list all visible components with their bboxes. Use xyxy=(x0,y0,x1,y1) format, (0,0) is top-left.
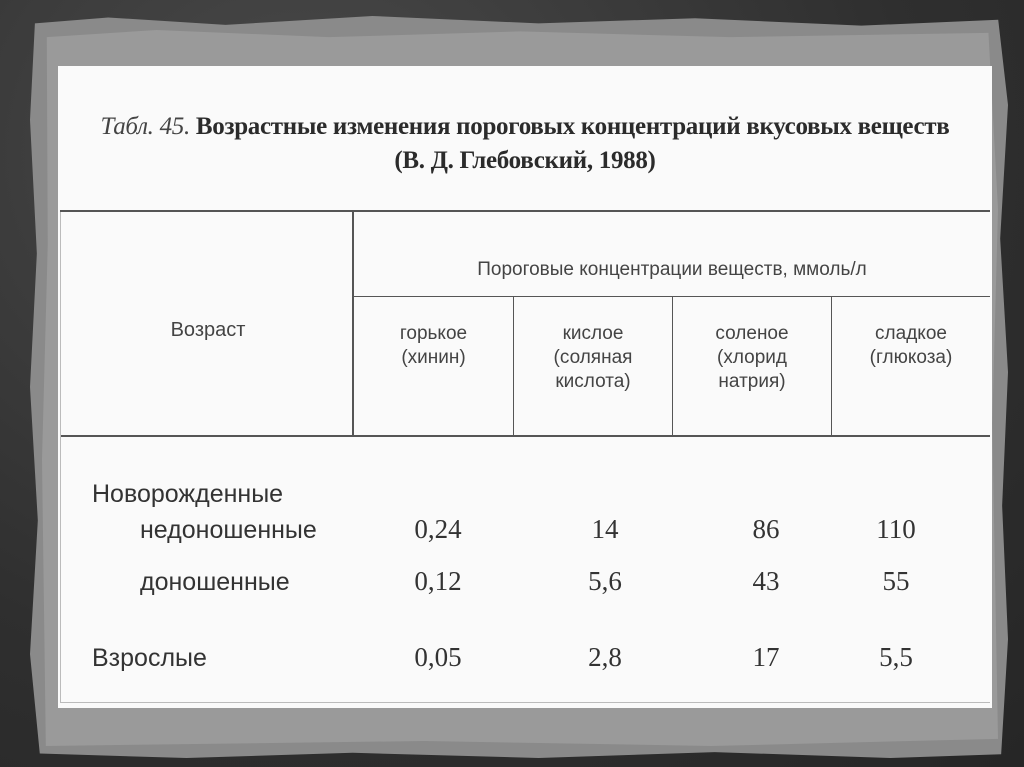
column-header-bitter xyxy=(354,322,513,370)
newborns-group-label: Новорожденные xyxy=(92,480,284,508)
column-header-line: (хлорид xyxy=(717,347,787,368)
column-header-line: натрия) xyxy=(718,371,786,392)
cell-adults-salty: 17 xyxy=(752,642,780,672)
column-header-line: кислое xyxy=(562,323,624,344)
column-header-line: горькое xyxy=(399,323,468,344)
cell-adults-bitter: 0,05 xyxy=(414,642,462,672)
column-header-line: кислота) xyxy=(555,371,631,392)
column-header-sour xyxy=(514,322,672,394)
table-number: Табл. 45. xyxy=(100,113,190,140)
threshold-group-header: Пороговые концентрации веществ, ммоль/л xyxy=(477,259,867,280)
cell-fullterm-sweet: 55 xyxy=(882,566,910,596)
left-border xyxy=(60,212,61,702)
column-header-line: сладкое xyxy=(875,323,947,344)
column-header-line: (хинин) xyxy=(401,347,466,368)
cell-fullterm-salty: 43 xyxy=(752,566,780,596)
cell-adults-sour: 2,8 xyxy=(588,642,622,672)
row-label-fullterm: доношенные xyxy=(140,568,290,596)
cell-premature-salty: 86 xyxy=(752,514,780,544)
cell-adults-sweet: 5,5 xyxy=(879,642,913,672)
table-top-rule xyxy=(60,210,990,212)
column-header-sweet xyxy=(832,322,990,370)
column-header-line: (соляная xyxy=(553,347,633,368)
table-bottom-rule xyxy=(60,702,990,703)
cell-fullterm-sour: 5,6 xyxy=(588,566,622,596)
age-column-header: Возраст xyxy=(170,319,246,341)
cell-fullterm-bitter: 0,12 xyxy=(414,566,462,596)
table-source: (В. Д. Глебовский, 1988) xyxy=(394,147,656,174)
column-header-line: (глюкоза) xyxy=(869,347,953,368)
column-header-line: соленое xyxy=(715,323,789,344)
header-bottom-rule xyxy=(60,435,990,437)
row-label-adults: Взрослые xyxy=(92,644,207,672)
table-caption xyxy=(58,110,992,178)
cell-premature-sweet: 110 xyxy=(876,514,916,544)
table-title: Возрастные изменения пороговых концентраций вкусовых веществ xyxy=(195,113,950,140)
row-label-premature: недоношенные xyxy=(140,516,317,544)
cell-premature-bitter: 0,24 xyxy=(414,514,462,544)
scanned-table-page xyxy=(58,66,992,708)
column-header-salty xyxy=(673,322,831,394)
cell-premature-sour: 14 xyxy=(591,514,619,544)
